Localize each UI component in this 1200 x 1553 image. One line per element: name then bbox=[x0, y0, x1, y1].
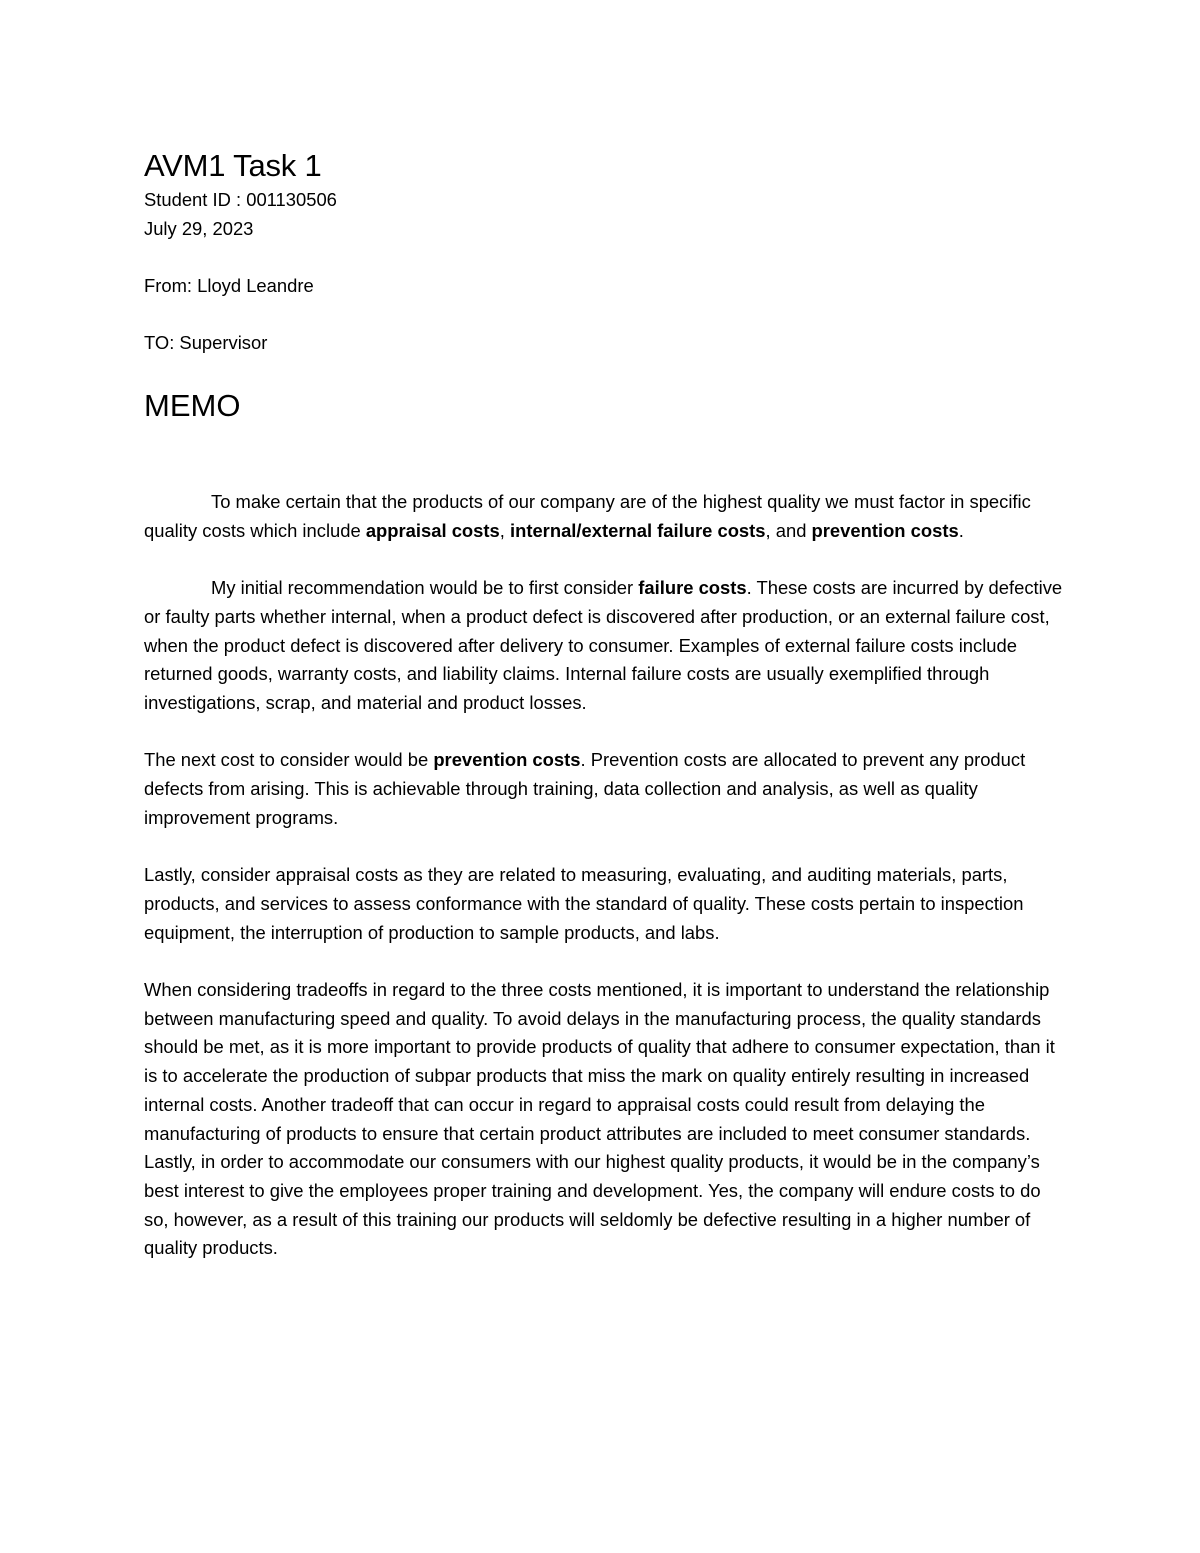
paragraph-text: When considering tradeoffs in regard to the three costs mentioned, it is important to understand the relationship between manufacturing speed and quality. To avoid delays in the manufacturing process, the quality standards should be met, as it is more important to provide products of quality that adhere to consumer expectation, than it is to accelerate the production of subpar products that miss the mark on quality entirely resulting in increased internal costs. Another tradeoff that can occur in regard to appraisal costs could result from delaying the manufacturing of products to ensure that certain product attributes are included to meet consumer standards. Lastly, in order to accommodate our consumers with our highest quality products, it would be in the company’s best interest to give the employees proper training and development. Yes, the company will endure costs to do so, however, as a result of this training our products will seldomly be defective resulting in a higher number of quality products. bbox=[144, 979, 1055, 1259]
paragraph bbox=[144, 861, 1064, 947]
paragraph bbox=[144, 746, 1064, 832]
paragraph-text: To make certain that the products of our company are of the highest quality we must factor in specific quality costs which include bbox=[144, 491, 1031, 541]
paragraph-text: The next cost to consider would be bbox=[144, 749, 434, 771]
paragraph-text: Lastly, consider appraisal costs as they are related to measuring, evaluating, and auditing materials, parts, products, and services to assess conformance with the standard of quality. These costs pertain to inspection equipment, the interruption of production to sample products, and labs. bbox=[144, 864, 1024, 943]
date: July 29, 2023 bbox=[144, 217, 254, 239]
memo-heading: MEMO bbox=[144, 388, 241, 424]
paragraph-text: . bbox=[958, 519, 964, 541]
paragraph-text: My initial recommendation would be to first consider bbox=[211, 577, 639, 599]
paragraph-text: . Prevention costs are allocated to prevent any product defects from arising. This is achievable through training, data collection and analysis, as well as quality improvement programs. bbox=[144, 749, 1026, 828]
bold-term: internal/external failure costs bbox=[509, 519, 766, 541]
paragraph bbox=[144, 488, 1064, 545]
memo-body bbox=[144, 488, 1064, 1263]
paragraph-text: . These costs are incurred by defective or faulty parts whether internal, when a product defect is discovered after production, or an external failure cost, when the product defect is discovered after delivery to consumer. Examples of external failure costs include returned goods, warranty costs, and liability claims. Internal failure costs are usually exemplified through investigations, scrap, and material and product losses. bbox=[144, 577, 1063, 714]
document-title: AVM1 Task 1 bbox=[144, 148, 322, 183]
paragraph-text: , bbox=[499, 519, 510, 541]
memo-content bbox=[144, 146, 1064, 1292]
student-id: Student ID : 001130506 bbox=[144, 189, 337, 210]
bold-term: prevention costs bbox=[811, 519, 959, 541]
to-line: TO: Supervisor bbox=[144, 332, 268, 354]
bold-term: failure costs bbox=[638, 577, 747, 599]
from-line: From: Lloyd Leandre bbox=[144, 275, 314, 297]
bold-term: prevention costs bbox=[433, 749, 581, 771]
bold-term: appraisal costs bbox=[365, 519, 500, 541]
paragraph bbox=[144, 976, 1064, 1263]
paragraph bbox=[144, 574, 1064, 718]
paragraph-text: , and bbox=[765, 519, 812, 541]
